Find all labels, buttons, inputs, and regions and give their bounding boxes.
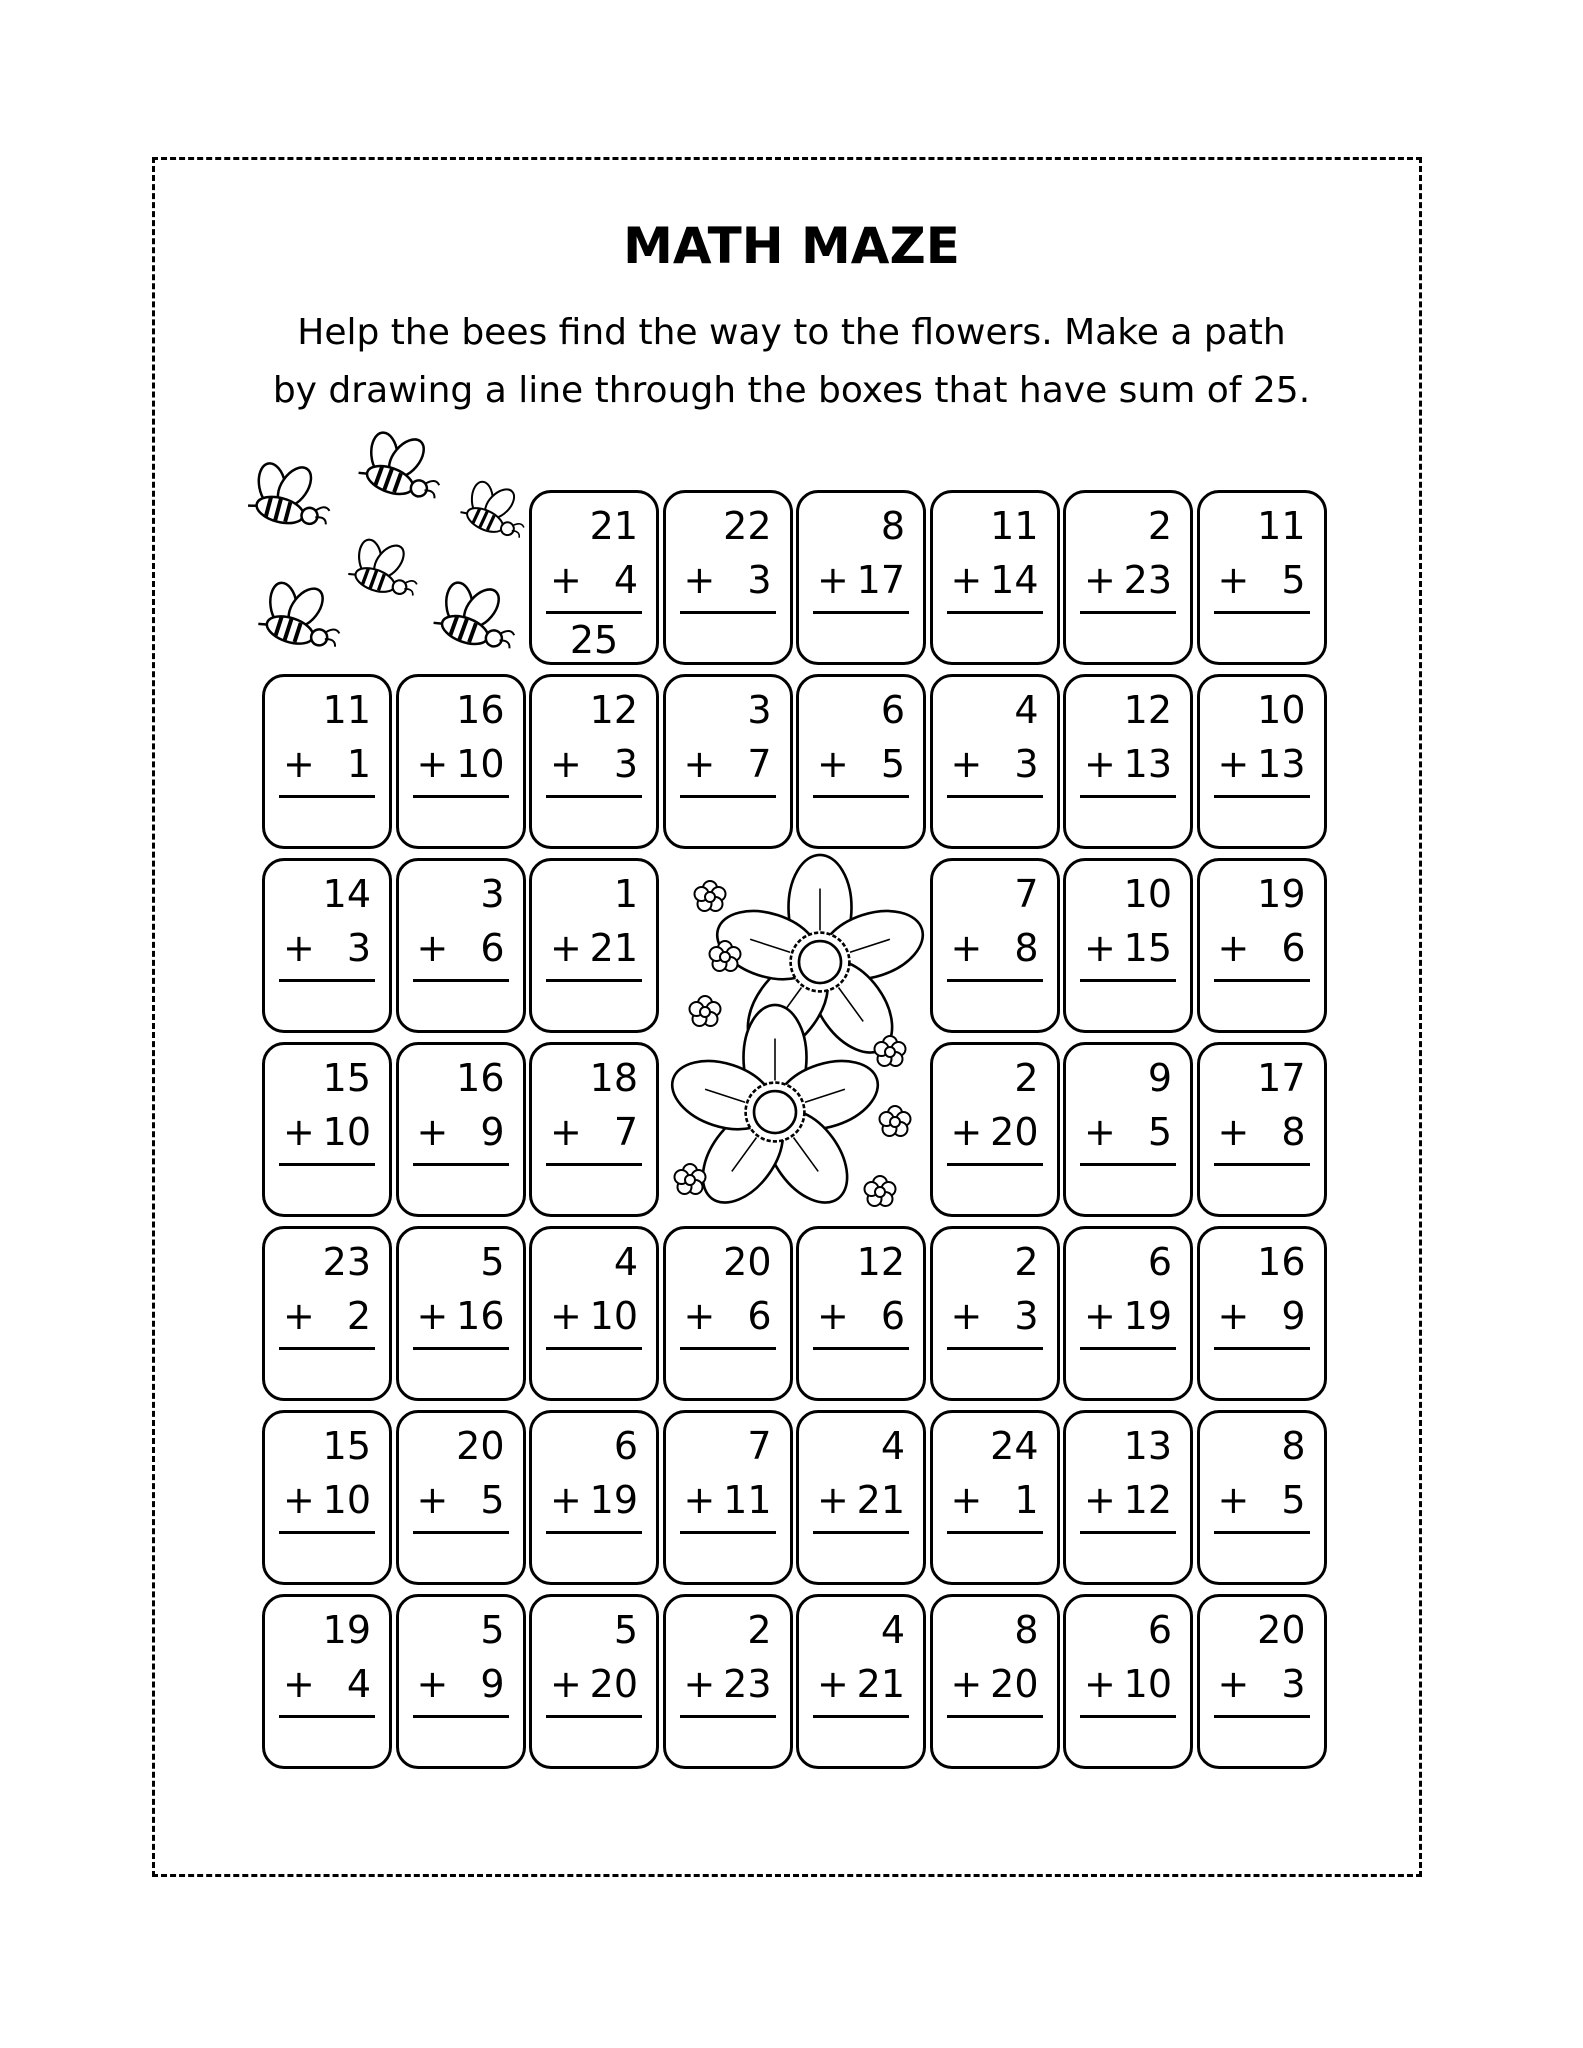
plus-sign: +	[1084, 558, 1116, 602]
maze-cell-r3-c1[interactable]	[262, 858, 392, 1033]
addend-bottom: 2	[346, 1294, 371, 1338]
page-title: MATH MAZE	[623, 217, 960, 275]
addend-top: 6	[1147, 1608, 1172, 1652]
maze-cell-r4-c2[interactable]	[396, 1042, 526, 1217]
addend-top: 3	[747, 688, 772, 732]
addend-top: 20	[456, 1424, 505, 1468]
sum-line	[413, 1531, 509, 1534]
addend-top: 11	[1257, 504, 1306, 548]
addend-top: 4	[613, 1240, 638, 1284]
addend-bottom: 13	[1123, 742, 1172, 786]
maze-cell-r5-c6[interactable]	[930, 1226, 1060, 1401]
addend-bottom: 10	[589, 1294, 638, 1338]
plus-sign: +	[416, 1110, 449, 1154]
plus-sign: +	[1084, 1662, 1116, 1706]
plus-sign: +	[416, 1294, 449, 1338]
addend-top: 2	[1147, 504, 1172, 548]
addend-bottom: 16	[456, 1294, 505, 1338]
maze-cell-r2-c7[interactable]	[1063, 674, 1193, 849]
addend-top: 14	[322, 872, 371, 916]
plus-sign: +	[416, 1478, 449, 1522]
sum-line	[1214, 1163, 1310, 1166]
sum-line	[1080, 795, 1176, 798]
addend-top: 5	[480, 1240, 505, 1284]
plus-sign: +	[817, 1662, 849, 1706]
addend-top: 4	[1014, 688, 1039, 732]
plus-sign: +	[950, 558, 983, 602]
sum-line	[947, 1347, 1043, 1350]
sum-line	[947, 979, 1043, 982]
addend-top: 7	[747, 1424, 772, 1468]
sum-line	[546, 979, 642, 982]
addend-top: 2	[747, 1608, 772, 1652]
maze-cell-r4-c6[interactable]	[930, 1042, 1060, 1217]
addend-bottom: 8	[1014, 926, 1039, 970]
addend-top: 10	[1123, 872, 1172, 916]
maze-cell-r2-c4[interactable]	[663, 674, 793, 849]
addend-bottom: 6	[480, 926, 505, 970]
plus-sign: +	[1217, 926, 1250, 970]
addend-bottom: 5	[880, 742, 905, 786]
plus-sign: +	[1217, 1478, 1250, 1522]
addend-bottom: 3	[747, 558, 772, 602]
maze-cell-r5-c8[interactable]	[1197, 1226, 1327, 1401]
addend-bottom: 9	[1281, 1294, 1306, 1338]
sum-line	[546, 611, 642, 614]
addend-bottom: 10	[322, 1478, 371, 1522]
addend-top: 23	[322, 1240, 371, 1284]
addend-top: 6	[1147, 1240, 1172, 1284]
plus-sign: +	[817, 742, 849, 786]
addend-bottom: 15	[1123, 926, 1172, 970]
addend-bottom: 23	[1123, 558, 1172, 602]
plus-sign: +	[683, 558, 716, 602]
sum-line	[1214, 1347, 1310, 1350]
addend-top: 24	[990, 1424, 1039, 1468]
plus-sign: +	[283, 1662, 315, 1706]
addend-bottom: 7	[747, 742, 772, 786]
maze-cell-r5-c3[interactable]	[529, 1226, 659, 1401]
sum-line	[1214, 979, 1310, 982]
maze-cell-r6-c3[interactable]	[529, 1410, 659, 1585]
sum-line	[279, 1531, 375, 1534]
plus-sign: +	[550, 742, 582, 786]
addend-top: 2	[1014, 1240, 1039, 1284]
addend-top: 20	[1257, 1608, 1306, 1652]
addend-bottom: 5	[1281, 558, 1306, 602]
addend-top: 4	[880, 1608, 905, 1652]
addend-bottom: 6	[747, 1294, 772, 1338]
addend-top: 17	[1257, 1056, 1306, 1100]
sum-line	[947, 1163, 1043, 1166]
maze-cell-r1-c3[interactable]	[529, 490, 659, 665]
plus-sign: +	[683, 1294, 716, 1338]
plus-sign: +	[950, 1662, 983, 1706]
sum-line	[1080, 611, 1176, 614]
maze-cell-r5-c7[interactable]	[1063, 1226, 1193, 1401]
addend-bottom: 5	[480, 1478, 505, 1522]
sum-line	[1214, 611, 1310, 614]
sum-line	[680, 1531, 776, 1534]
maze-cell-r2-c3[interactable]	[529, 674, 659, 849]
plus-sign: +	[550, 1478, 582, 1522]
plus-sign: +	[1217, 1110, 1250, 1154]
maze-cell-r6-c8[interactable]	[1197, 1410, 1327, 1585]
sum-line	[279, 979, 375, 982]
maze-cell-r2-c5[interactable]	[796, 674, 926, 849]
sum-line	[813, 1531, 909, 1534]
addend-top: 22	[723, 504, 772, 548]
plus-sign: +	[550, 926, 582, 970]
addend-bottom: 17	[856, 558, 905, 602]
addend-bottom: 1	[1014, 1478, 1039, 1522]
addend-top: 13	[1123, 1424, 1172, 1468]
addend-bottom: 1	[346, 742, 371, 786]
addend-bottom: 19	[1123, 1294, 1172, 1338]
addend-bottom: 8	[1281, 1110, 1306, 1154]
plus-sign: +	[1084, 926, 1116, 970]
flowers-illustration	[670, 862, 932, 1222]
addend-top: 2	[1014, 1056, 1039, 1100]
addend-top: 6	[613, 1424, 638, 1468]
maze-cell-r5-c1[interactable]	[262, 1226, 392, 1401]
addend-top: 18	[589, 1056, 638, 1100]
sum-line	[1214, 795, 1310, 798]
plus-sign: +	[416, 1662, 449, 1706]
sum-line	[279, 1163, 375, 1166]
addend-bottom: 9	[480, 1110, 505, 1154]
addend-bottom: 13	[1257, 742, 1306, 786]
addend-top: 1	[613, 872, 638, 916]
addend-bottom: 6	[880, 1294, 905, 1338]
sum-line	[680, 611, 776, 614]
sum-line	[1214, 1531, 1310, 1534]
plus-sign: +	[683, 742, 716, 786]
plus-sign: +	[950, 1294, 983, 1338]
addend-bottom: 5	[1147, 1110, 1172, 1154]
addend-bottom: 12	[1123, 1478, 1172, 1522]
sum-line	[680, 1715, 776, 1718]
addend-top: 8	[1014, 1608, 1039, 1652]
addend-top: 15	[322, 1424, 371, 1468]
addend-top: 11	[990, 504, 1039, 548]
sum-line	[546, 1715, 642, 1718]
maze-cell-r2-c2[interactable]	[396, 674, 526, 849]
maze-cell-r7-c6[interactable]	[930, 1594, 1060, 1769]
maze-cell-r6-c5[interactable]	[796, 1410, 926, 1585]
addend-bottom: 10	[322, 1110, 371, 1154]
sum-line	[1080, 1163, 1176, 1166]
plus-sign: +	[1084, 1294, 1116, 1338]
maze-cell-r4-c7[interactable]	[1063, 1042, 1193, 1217]
maze-cell-r7-c7[interactable]	[1063, 1594, 1193, 1769]
maze-cell-r1-c8[interactable]	[1197, 490, 1327, 665]
addend-bottom: 7	[613, 1110, 638, 1154]
addend-bottom: 3	[1014, 742, 1039, 786]
addend-bottom: 5	[1281, 1478, 1306, 1522]
addend-bottom: 11	[723, 1478, 772, 1522]
maze-cell-r3-c2[interactable]	[396, 858, 526, 1033]
addend-top: 19	[1257, 872, 1306, 916]
sum-line	[947, 1715, 1043, 1718]
addend-bottom: 23	[723, 1662, 772, 1706]
maze-cell-r3-c7[interactable]	[1063, 858, 1193, 1033]
sum-line	[546, 1163, 642, 1166]
sum-line	[279, 1715, 375, 1718]
sum-line	[947, 795, 1043, 798]
plus-sign: +	[283, 742, 315, 786]
addend-top: 4	[880, 1424, 905, 1468]
bees-illustration	[240, 440, 540, 680]
sum-line	[813, 1347, 909, 1350]
maze-cell-r1-c7[interactable]	[1063, 490, 1193, 665]
addend-bottom: 14	[990, 558, 1039, 602]
sum-line	[1214, 1715, 1310, 1718]
sum-line	[1080, 1531, 1176, 1534]
plus-sign: +	[550, 558, 582, 602]
addend-top: 16	[456, 688, 505, 732]
plus-sign: +	[550, 1662, 582, 1706]
addend-top: 6	[880, 688, 905, 732]
addend-bottom: 3	[1281, 1662, 1306, 1706]
plus-sign: +	[416, 926, 449, 970]
sum-line	[813, 611, 909, 614]
addend-top: 5	[480, 1608, 505, 1652]
maze-cell-r4-c8[interactable]	[1197, 1042, 1327, 1217]
plus-sign: +	[950, 926, 983, 970]
plus-sign: +	[283, 1478, 315, 1522]
addend-top: 19	[322, 1608, 371, 1652]
addend-bottom: 10	[1123, 1662, 1172, 1706]
sum-line	[546, 1531, 642, 1534]
addend-top: 8	[1281, 1424, 1306, 1468]
sum-line	[279, 1347, 375, 1350]
sum-line	[947, 611, 1043, 614]
maze-cell-r6-c7[interactable]	[1063, 1410, 1193, 1585]
addend-top: 21	[589, 504, 638, 548]
sum-line	[813, 1715, 909, 1718]
plus-sign: +	[950, 742, 983, 786]
addend-top: 12	[856, 1240, 905, 1284]
maze-cell-r3-c8[interactable]	[1197, 858, 1327, 1033]
plus-sign: +	[817, 558, 849, 602]
plus-sign: +	[283, 1294, 315, 1338]
maze-cell-r2-c8[interactable]	[1197, 674, 1327, 849]
sum-line	[947, 1531, 1043, 1534]
instructions-line-1: Help the bees find the way to the flowers. Make a path	[297, 312, 1286, 353]
addend-top: 11	[322, 688, 371, 732]
addend-bottom: 20	[990, 1662, 1039, 1706]
maze-cell-r4-c1[interactable]	[262, 1042, 392, 1217]
addend-bottom: 20	[589, 1662, 638, 1706]
sum-line	[546, 795, 642, 798]
addend-top: 12	[1123, 688, 1172, 732]
addend-top: 20	[723, 1240, 772, 1284]
maze-cell-r3-c3[interactable]	[529, 858, 659, 1033]
sum-line	[1080, 1347, 1176, 1350]
maze-cell-r7-c4[interactable]	[663, 1594, 793, 1769]
sum-line	[1080, 1715, 1176, 1718]
plus-sign: +	[950, 1110, 983, 1154]
sum-line	[546, 1347, 642, 1350]
addend-top: 7	[1014, 872, 1039, 916]
plus-sign: +	[950, 1478, 983, 1522]
addend-top: 9	[1147, 1056, 1172, 1100]
plus-sign: +	[1084, 742, 1116, 786]
addend-bottom: 4	[613, 558, 638, 602]
instructions-line-2: by drawing a line through the boxes that have sum of 25.	[272, 370, 1311, 411]
plus-sign: +	[817, 1478, 849, 1522]
plus-sign: +	[416, 742, 449, 786]
addend-top: 10	[1257, 688, 1306, 732]
addend-top: 5	[613, 1608, 638, 1652]
plus-sign: +	[683, 1478, 716, 1522]
plus-sign: +	[1217, 742, 1250, 786]
addend-bottom: 21	[856, 1662, 905, 1706]
maze-cell-r1-c6[interactable]	[930, 490, 1060, 665]
plus-sign: +	[817, 1294, 849, 1338]
plus-sign: +	[1217, 558, 1250, 602]
maze-cell-r5-c5[interactable]	[796, 1226, 926, 1401]
addend-top: 8	[880, 504, 905, 548]
addend-bottom: 3	[613, 742, 638, 786]
plus-sign: +	[550, 1294, 582, 1338]
maze-cell-r2-c1[interactable]	[262, 674, 392, 849]
plus-sign: +	[1084, 1110, 1116, 1154]
answer-value: 25	[569, 618, 619, 662]
maze-cell-r1-c5[interactable]	[796, 490, 926, 665]
addend-bottom: 6	[1281, 926, 1306, 970]
maze-cell-r5-c2[interactable]	[396, 1226, 526, 1401]
sum-line	[1080, 979, 1176, 982]
maze-cell-r1-c4[interactable]	[663, 490, 793, 665]
addend-bottom: 4	[346, 1662, 371, 1706]
maze-cell-r6-c2[interactable]	[396, 1410, 526, 1585]
maze-cell-r7-c2[interactable]	[396, 1594, 526, 1769]
sum-line	[413, 795, 509, 798]
addend-bottom: 3	[346, 926, 371, 970]
addend-top: 15	[322, 1056, 371, 1100]
addend-bottom: 10	[456, 742, 505, 786]
maze-cell-r5-c4[interactable]	[663, 1226, 793, 1401]
plus-sign: +	[1217, 1294, 1250, 1338]
sum-line	[680, 1347, 776, 1350]
plus-sign: +	[1217, 1662, 1250, 1706]
addend-top: 3	[480, 872, 505, 916]
sum-line	[413, 1347, 509, 1350]
maze-cell-r2-c6[interactable]	[930, 674, 1060, 849]
plus-sign: +	[683, 1662, 716, 1706]
addend-bottom: 9	[480, 1662, 505, 1706]
maze-cell-r7-c5[interactable]	[796, 1594, 926, 1769]
maze-cell-r6-c6[interactable]	[930, 1410, 1060, 1585]
addend-bottom: 3	[1014, 1294, 1039, 1338]
maze-cell-r3-c6[interactable]	[930, 858, 1060, 1033]
maze-cell-r6-c4[interactable]	[663, 1410, 793, 1585]
addend-bottom: 21	[589, 926, 638, 970]
maze-cell-r7-c3[interactable]	[529, 1594, 659, 1769]
addend-top: 16	[1257, 1240, 1306, 1284]
addend-top: 16	[456, 1056, 505, 1100]
sum-line	[813, 795, 909, 798]
addend-top: 12	[589, 688, 638, 732]
sum-line	[413, 979, 509, 982]
addend-bottom: 19	[589, 1478, 638, 1522]
addend-bottom: 21	[856, 1478, 905, 1522]
maze-cell-r4-c3[interactable]	[529, 1042, 659, 1217]
sum-line	[413, 1715, 509, 1718]
addend-bottom: 20	[990, 1110, 1039, 1154]
sum-line	[680, 795, 776, 798]
plus-sign: +	[283, 926, 315, 970]
sum-line	[279, 795, 375, 798]
maze-cell-r6-c1[interactable]	[262, 1410, 392, 1585]
sum-line	[413, 1163, 509, 1166]
maze-cell-r7-c1[interactable]	[262, 1594, 392, 1769]
plus-sign: +	[550, 1110, 582, 1154]
maze-cell-r7-c8[interactable]	[1197, 1594, 1327, 1769]
plus-sign: +	[283, 1110, 315, 1154]
plus-sign: +	[1084, 1478, 1116, 1522]
